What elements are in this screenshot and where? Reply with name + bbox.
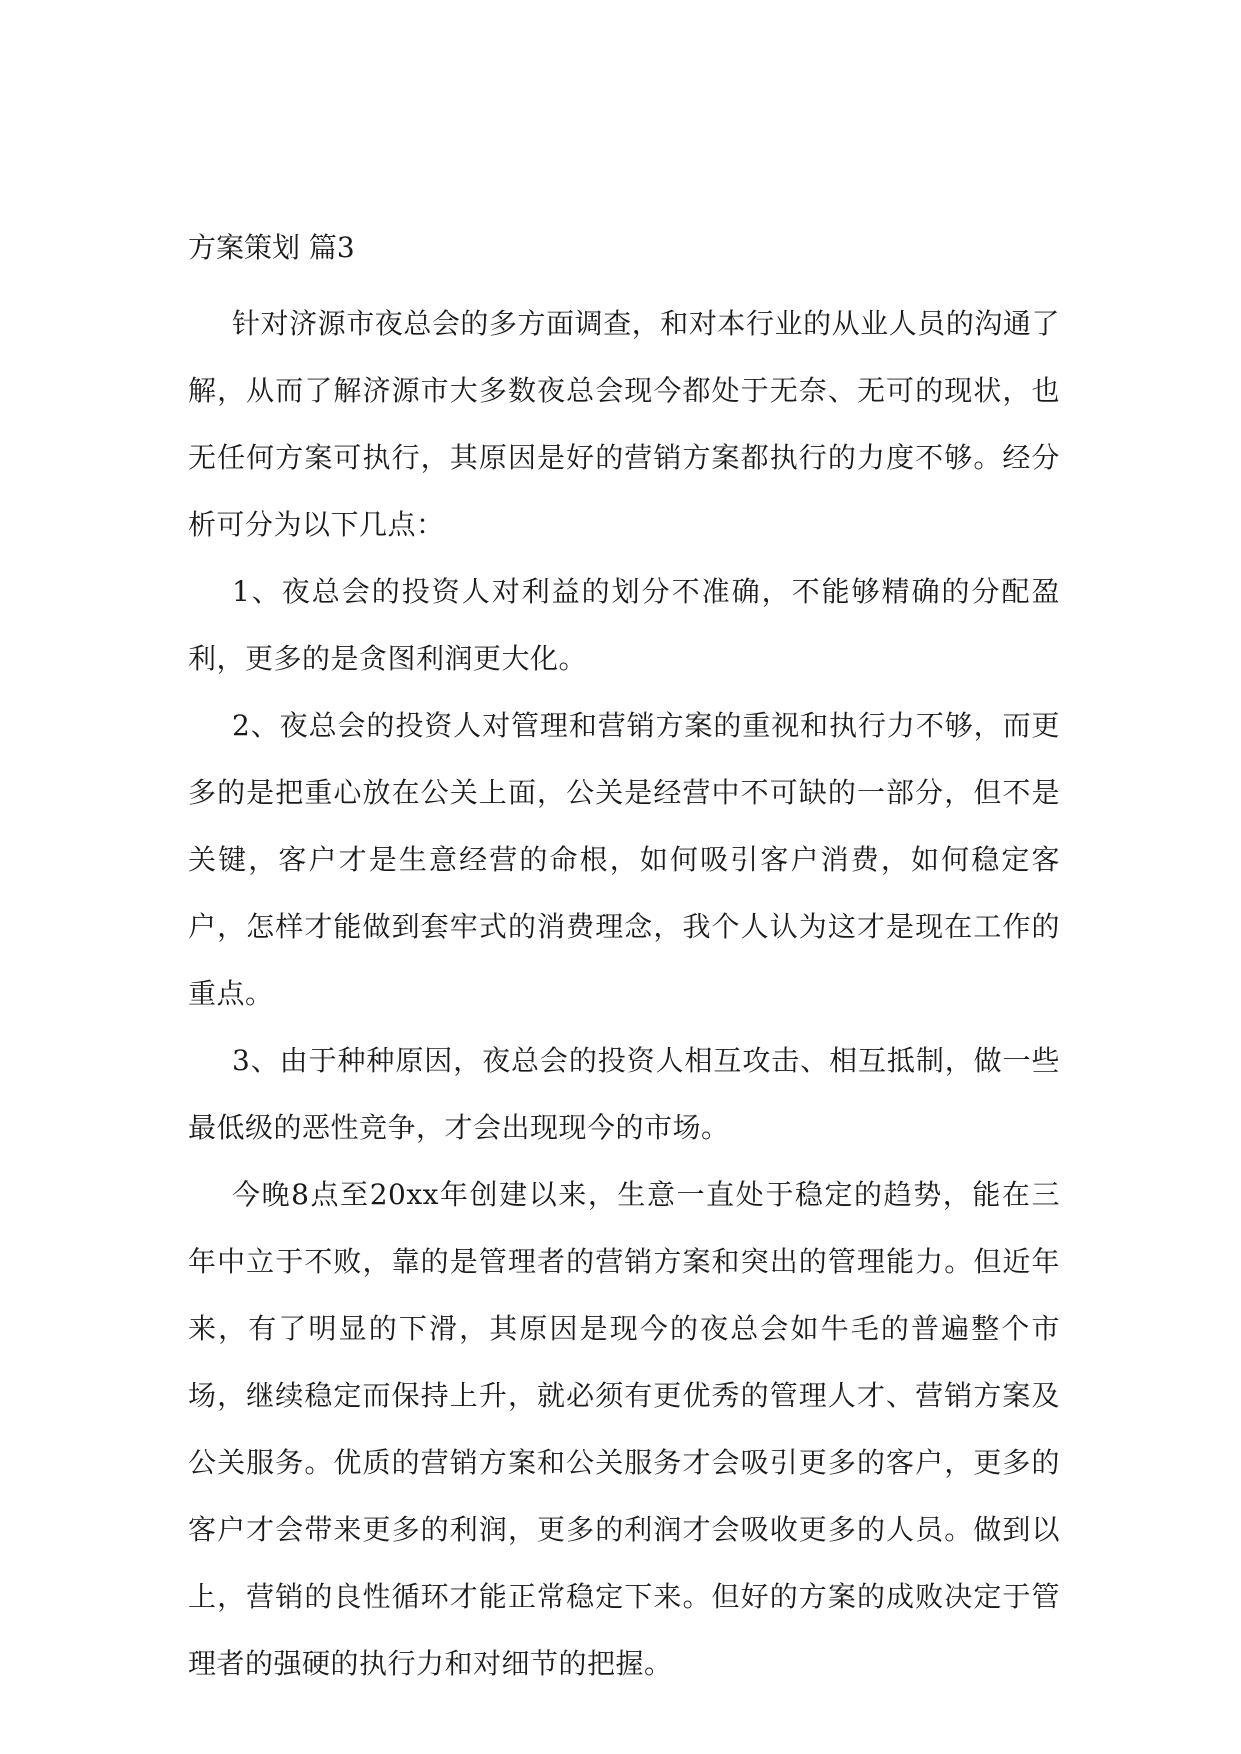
- paragraph-point-3: 3、由于种种原因，夜总会的投资人相互攻击、相互抵制，做一些最低级的恶性竞争，才会出现现今的市场。: [188, 1044, 1060, 1144]
- paragraph-point-2: 2、夜总会的投资人对管理和营销方案的重视和执行力不够，而更多的是把重心放在公关上面，公关是经营中不可缺的一部分，但不是关键，客户才是生意经营的命根，如何吸引客户消费，如何稳定客户，怎样才能做到套牢式的消费理念，我个人认为这才是现在工作的重点。: [188, 709, 1060, 1010]
- paragraph-intro: 针对济源市夜总会的多方面调查，和对本行业的从业人员的沟通了解，从而了解济源市大多数夜总会现今都处于无奈、无可的现状，也无任何方案可执行，其原因是好的营销方案都执行的力度不够。经分析可分为以下几点：: [188, 307, 1060, 541]
- paragraph-point-1: 1、夜总会的投资人对利益的划分不准确，不能够精确的分配盈利，更多的是贪图利润更大化。: [188, 575, 1060, 675]
- paragraph-summary: 今晚8点至20xx年创建以来，生意一直处于稳定的趋势，能在三年中立于不败，靠的是管理者的营销方案和突出的管理能力。但近年来，有了明显的下滑，其原因是现今的夜总会如牛毛的普遍整个市场，继续稳定而保持上升，就必须有更优秀的管理人才、营销方案及公关服务。优质的营销方案和公关服务才会吸引更多的客户，更多的客户才会带来更多的利润，更多的利润才会吸收更多的人员。做到以上，营销的良性循环才能正常稳定下来。但好的方案的成败决定于管理者的强硬的执行力和对细节的把握。: [188, 1178, 1060, 1680]
- document-title: 方案策划 篇3: [188, 231, 355, 264]
- document-body: [188, 290, 1060, 1697]
